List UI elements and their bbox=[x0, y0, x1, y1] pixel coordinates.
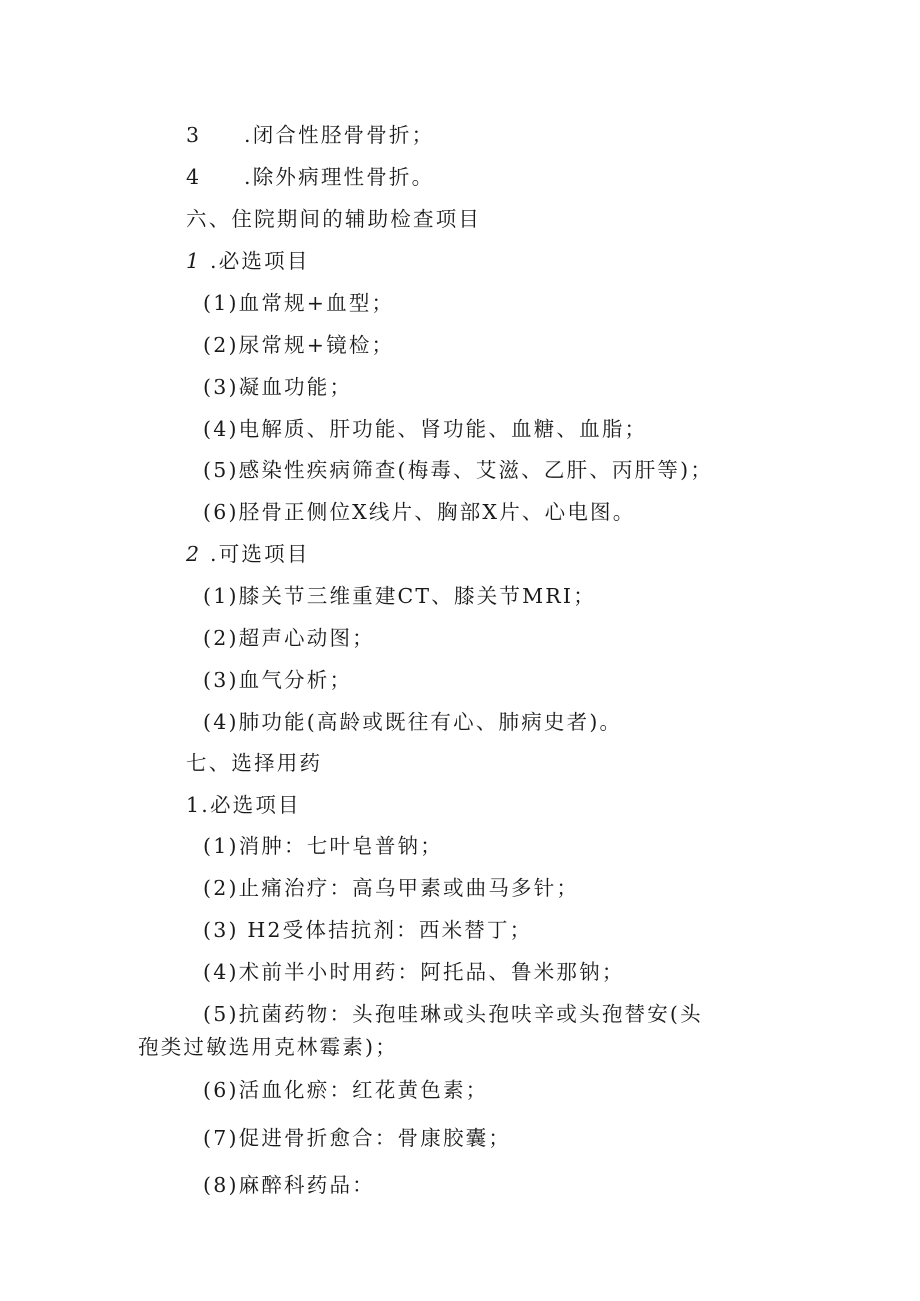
list-item: (8)麻醉科药品： bbox=[203, 1173, 375, 1197]
item-number: 1 bbox=[186, 249, 202, 273]
list-item: (6)活血化瘀：红花黄色素； bbox=[203, 1078, 489, 1102]
list-item bbox=[186, 164, 434, 190]
list-item: (4)电解质、肝功能、肾功能、血糖、血脂； bbox=[203, 417, 648, 441]
list-item: (5)抗菌药物：头孢哇琳或头孢呋辛或头孢替安(头 bbox=[203, 1002, 703, 1026]
list-item: (1)膝关节三维重建CT、膝关节MRI； bbox=[203, 584, 596, 608]
subsection-heading: 1.必选项目 bbox=[186, 793, 301, 817]
list-item: (4)肺功能(高龄或既往有心、肺病史者)。 bbox=[203, 710, 623, 734]
list-item bbox=[186, 122, 434, 148]
list-item: (6)胫骨正侧位X线片、胸部X片、心电图。 bbox=[203, 500, 636, 524]
item-number: 2 bbox=[186, 542, 202, 566]
subsection-heading bbox=[186, 248, 310, 274]
list-item: (2)止痛治疗：高乌甲素或曲马多针； bbox=[203, 876, 580, 900]
section-heading: 七、选择用药 bbox=[186, 751, 323, 775]
subsection-heading bbox=[186, 541, 310, 567]
item-text: .可选项目 bbox=[210, 542, 310, 566]
list-item-continuation: 孢类过敏选用克林霉素)； bbox=[138, 1035, 398, 1059]
list-item: (7)促进骨折愈合：骨康胶囊； bbox=[203, 1126, 512, 1150]
list-item: (3)凝血功能； bbox=[203, 375, 353, 399]
list-item: (4)术前半小时用药：阿托品、鲁米那钠； bbox=[203, 960, 625, 984]
item-number: 4 bbox=[186, 165, 202, 189]
item-text: .除外病理性骨折。 bbox=[244, 165, 435, 189]
list-item: (1)消肿：七叶皂普钠； bbox=[203, 834, 443, 858]
list-item: (5)感染性疾病筛查(梅毒、艾滋、乙肝、丙肝等)； bbox=[203, 458, 714, 482]
item-text: .闭合性胫骨骨折； bbox=[244, 123, 435, 147]
list-item: (3) H2受体拮抗剂：西米替丁； bbox=[203, 918, 533, 942]
item-text: .必选项目 bbox=[210, 249, 310, 273]
section-heading: 六、住院期间的辅助检查项目 bbox=[186, 207, 482, 231]
list-item: (2)尿常规+镜检； bbox=[203, 333, 395, 357]
item-number: 3 bbox=[186, 123, 202, 147]
list-item: (3)血气分析； bbox=[203, 668, 353, 692]
list-item: (2)超声心动图； bbox=[203, 626, 375, 650]
list-item: (1)血常规+血型； bbox=[203, 291, 395, 315]
